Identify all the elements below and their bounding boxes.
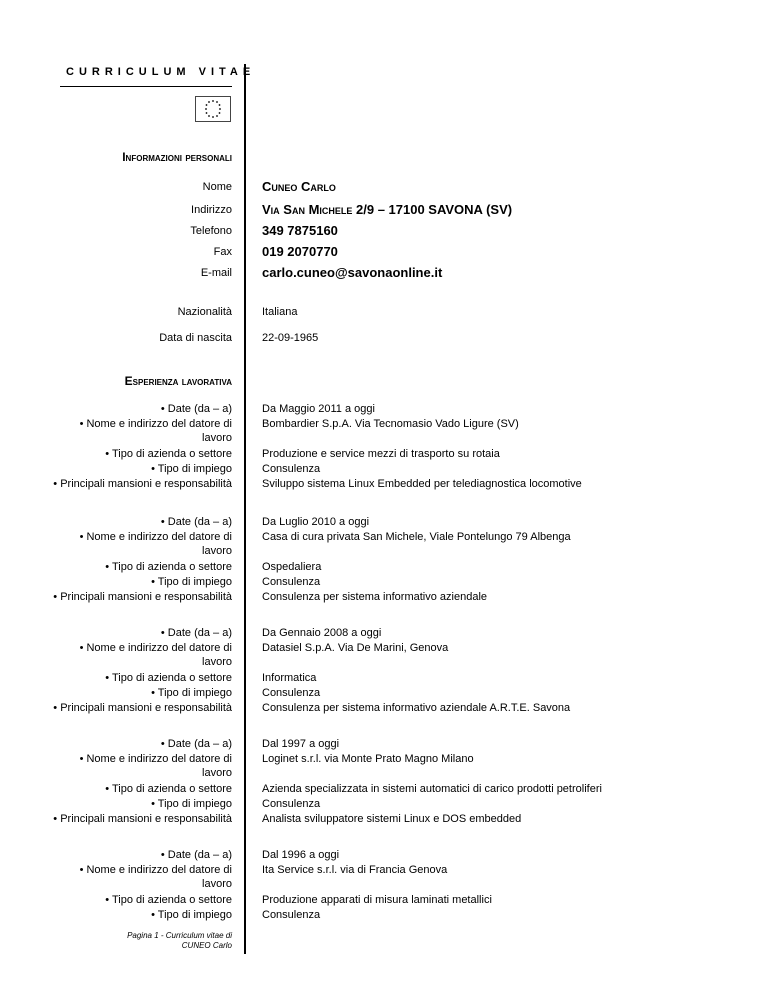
exp-value-employer: Loginet s.r.l. via Monte Prato Magno Milano	[262, 753, 474, 765]
label-nazionalita: Nazionalità	[177, 306, 232, 318]
exp-label-employer2: lavoro	[202, 878, 232, 890]
exp-label-type: • Tipo di impiego	[151, 576, 232, 588]
exp-label-employer2: lavoro	[202, 545, 232, 557]
exp-value-date: Dal 1997 a oggi	[262, 738, 340, 750]
exp-label-duties: • Principali mansioni e responsabilità	[53, 813, 232, 825]
exp-label-sector: • Tipo di azienda o settore	[105, 783, 232, 795]
exp-label-date: • Date (da – a)	[160, 849, 232, 861]
value-nazionalita: Italiana	[262, 306, 298, 318]
value-indirizzo: Via San Michele 2/9 – 17100 SAVONA (SV)	[262, 202, 513, 217]
exp-label-duties: • Principali mansioni e responsabilità	[53, 591, 232, 603]
exp-value-type: Consulenza	[262, 463, 321, 475]
exp-value-type: Consulenza	[262, 909, 321, 921]
exp-value-date: Dal 1996 a oggi	[262, 849, 340, 861]
exp-value-sector: Produzione e service mezzi di trasporto su rotaia	[262, 448, 500, 460]
label-telefono: Telefono	[190, 225, 232, 237]
exp-label-sector: • Tipo di azienda o settore	[105, 894, 232, 906]
exp-value-employer: Casa di cura privata San Michele, Viale Pontelungo 79 Albenga	[262, 531, 571, 543]
title-underline	[60, 86, 232, 87]
exp-value-type: Consulenza	[262, 798, 321, 810]
label-indirizzo: Indirizzo	[191, 204, 232, 216]
exp-label-employer1: • Nome e indirizzo del datore di	[79, 642, 232, 654]
exp-label-date: • Date (da – a)	[160, 738, 232, 750]
exp-label-type: • Tipo di impiego	[151, 463, 232, 475]
exp-value-date: Da Maggio 2011 a oggi	[262, 403, 375, 415]
label-fax: Fax	[213, 246, 232, 258]
label-data-nascita: Data di nascita	[159, 332, 232, 344]
label-email: E-mail	[200, 267, 232, 279]
exp-label-employer1: • Nome e indirizzo del datore di	[79, 864, 232, 876]
exp-label-type: • Tipo di impiego	[151, 687, 232, 699]
exp-value-type: Consulenza	[262, 576, 321, 588]
value-email: carlo.cuneo@savonaonline.it	[262, 265, 443, 280]
exp-value-duties: Sviluppo sistema Linux Embedded per telediagnostica locomotive	[262, 478, 582, 490]
exp-label-type: • Tipo di impiego	[151, 798, 232, 810]
page-footer	[127, 931, 232, 951]
exp-label-date: • Date (da – a)	[160, 403, 232, 415]
exp-label-employer1: • Nome e indirizzo del datore di	[79, 531, 232, 543]
exp-value-sector: Azienda specializzata in sistemi automatici di carico prodotti petroliferi	[262, 783, 602, 795]
exp-value-duties: Consulenza per sistema informativo aziendale	[262, 591, 488, 603]
section-personal-info: Informazioni personali	[122, 150, 232, 164]
exp-value-duties: Consulenza per sistema informativo aziendale A.R.T.E. Savona	[262, 702, 571, 714]
exp-label-date: • Date (da – a)	[160, 516, 232, 528]
exp-label-employer1: • Nome e indirizzo del datore di	[79, 418, 232, 430]
exp-value-employer: Bombardier S.p.A. Via Tecnomasio Vado Ligure (SV)	[262, 418, 519, 430]
label-nome: Nome	[202, 181, 232, 193]
exp-label-sector: • Tipo di azienda o settore	[105, 448, 232, 460]
footer-line2: CUNEO Carlo	[181, 941, 232, 950]
section-experience: Esperienza lavorativa	[124, 374, 232, 388]
exp-label-employer1: • Nome e indirizzo del datore di	[79, 753, 232, 765]
exp-label-employer2: lavoro	[202, 432, 232, 444]
value-data-nascita: 22-09-1965	[262, 332, 319, 344]
exp-value-employer: Datasiel S.p.A. Via De Marini, Genova	[262, 642, 449, 654]
exp-value-date: Da Gennaio 2008 a oggi	[262, 627, 382, 639]
footer-line1: Pagina 1 - Curriculum vitae di	[127, 931, 232, 940]
exp-label-sector: • Tipo di azienda o settore	[105, 672, 232, 684]
exp-value-sector: Informatica	[262, 672, 317, 684]
exp-value-employer: Ita Service s.r.l. via di Francia Genova	[262, 864, 448, 876]
exp-label-sector: • Tipo di azienda o settore	[105, 561, 232, 573]
exp-label-employer2: lavoro	[202, 656, 232, 668]
exp-value-date: Da Luglio 2010 a oggi	[262, 516, 370, 528]
eu-flag-icon	[195, 96, 231, 122]
exp-label-date: • Date (da – a)	[160, 627, 232, 639]
column-divider	[244, 64, 246, 954]
exp-value-sector: Produzione apparati di misura laminati metallici	[262, 894, 492, 906]
value-telefono: 349 7875160	[262, 223, 338, 238]
value-nome: Cuneo Carlo	[262, 179, 336, 194]
value-fax: 019 2070770	[262, 244, 338, 259]
exp-label-duties: • Principali mansioni e responsabilità	[53, 702, 232, 714]
cv-title: CURRICULUM VITAE	[66, 66, 256, 78]
exp-label-duties: • Principali mansioni e responsabilità	[53, 478, 232, 490]
exp-value-duties: Analista sviluppatore sistemi Linux e DOS embedded	[262, 813, 522, 825]
exp-label-employer2: lavoro	[202, 767, 232, 779]
exp-value-sector: Ospedaliera	[262, 561, 322, 573]
exp-label-type: • Tipo di impiego	[151, 909, 232, 921]
exp-value-type: Consulenza	[262, 687, 321, 699]
